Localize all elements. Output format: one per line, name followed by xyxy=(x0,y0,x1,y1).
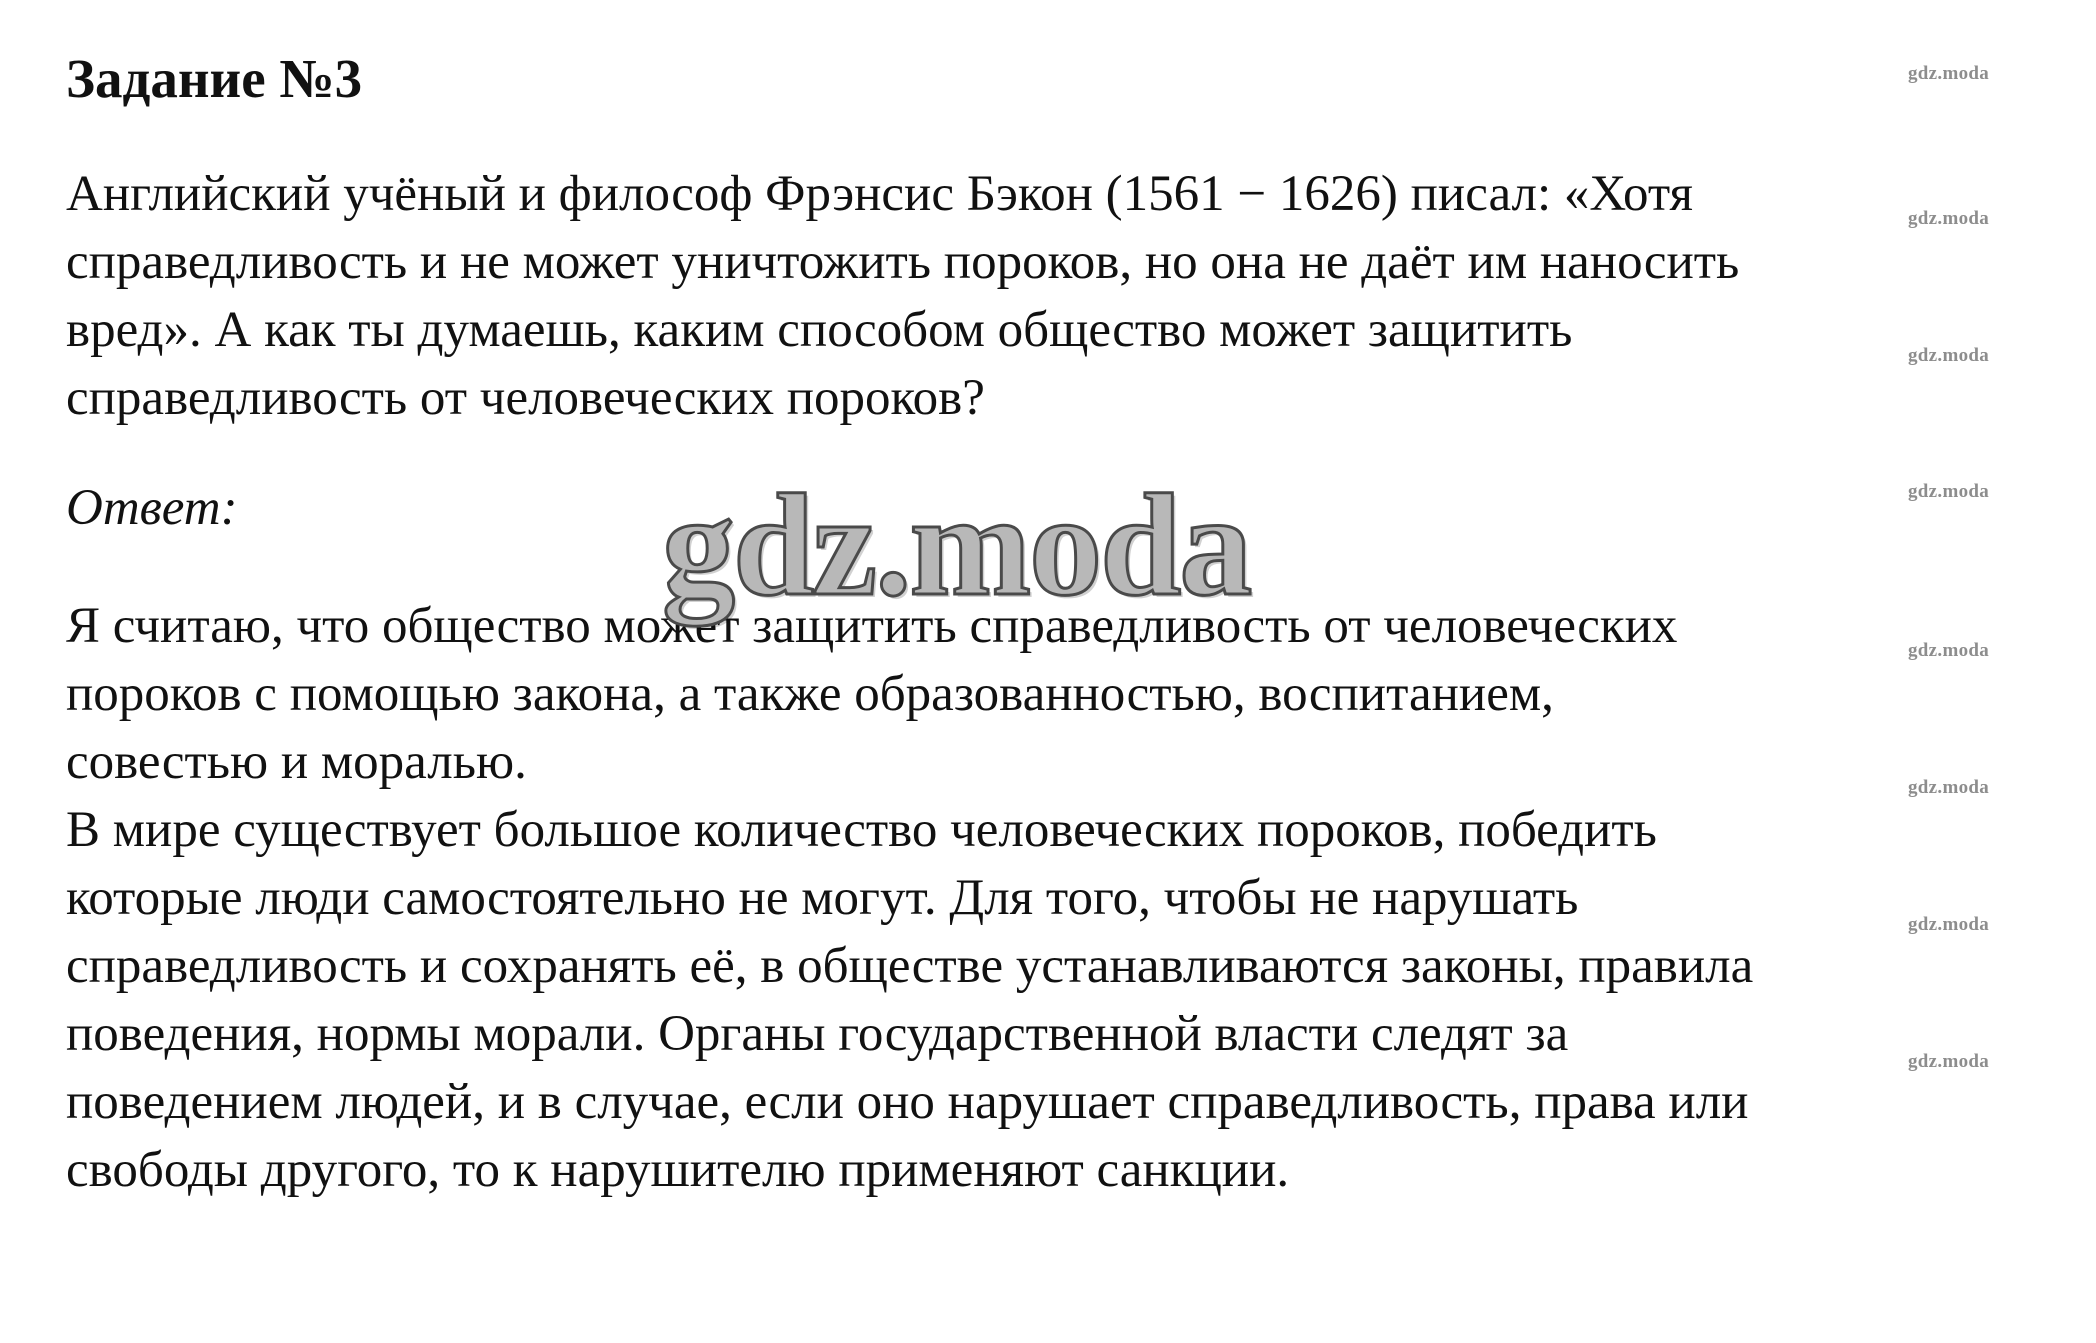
watermark-small: gdz.moda xyxy=(1908,481,1990,502)
answer-label: Ответ: xyxy=(66,480,238,536)
answer-text xyxy=(66,592,1753,1204)
question-line: справедливость от человеческих пороков? xyxy=(66,370,985,426)
answer-line: которые люди самостоятельно не могут. Для того, чтобы не нарушать xyxy=(66,870,1579,926)
answer-line: поведением людей, и в случае, если оно нарушает справедливость, права или xyxy=(66,1074,1749,1130)
answer-line: свободы другого, то к нарушителю применяют санкции. xyxy=(66,1142,1290,1198)
question-line: справедливость и не может уничтожить пороков, но она не даёт им наносить xyxy=(66,234,1740,290)
watermark-small: gdz.moda xyxy=(1908,914,1990,935)
answer-line: поведения, нормы морали. Органы государственной власти следят за xyxy=(66,1006,1569,1062)
answer-line: справедливость и сохранять её, в обществе устанавливаются законы, правила xyxy=(66,938,1754,994)
watermark-small: gdz.moda xyxy=(1908,63,1990,84)
watermark-small: gdz.moda xyxy=(1908,640,1990,661)
answer-line: пороков с помощью закона, а также образованностью, воспитанием, xyxy=(66,666,1554,722)
task-title: Задание №3 xyxy=(66,48,363,109)
watermark-small: gdz.moda xyxy=(1908,1051,1990,1072)
answer-line: Я считаю, что общество может защитить справедливость от человеческих xyxy=(66,598,1678,654)
watermark-small: gdz.moda xyxy=(1908,777,1990,798)
watermark-small: gdz.moda xyxy=(1908,208,1990,229)
watermark-small: gdz.moda xyxy=(1908,345,1990,366)
watermark-logo: gdz.moda xyxy=(662,464,1251,626)
answer-line: В мире существует большое количество человеческих пороков, победить xyxy=(66,802,1657,858)
answer-line: совестью и моралью. xyxy=(66,734,527,790)
question-text xyxy=(66,160,1739,432)
question-line: Английский учёный и философ Фрэнсис Бэкон (1561 − 1626) писал: «Хотя xyxy=(66,166,1693,222)
question-line: вред». А как ты думаешь, каким способом общество может защитить xyxy=(66,302,1573,358)
